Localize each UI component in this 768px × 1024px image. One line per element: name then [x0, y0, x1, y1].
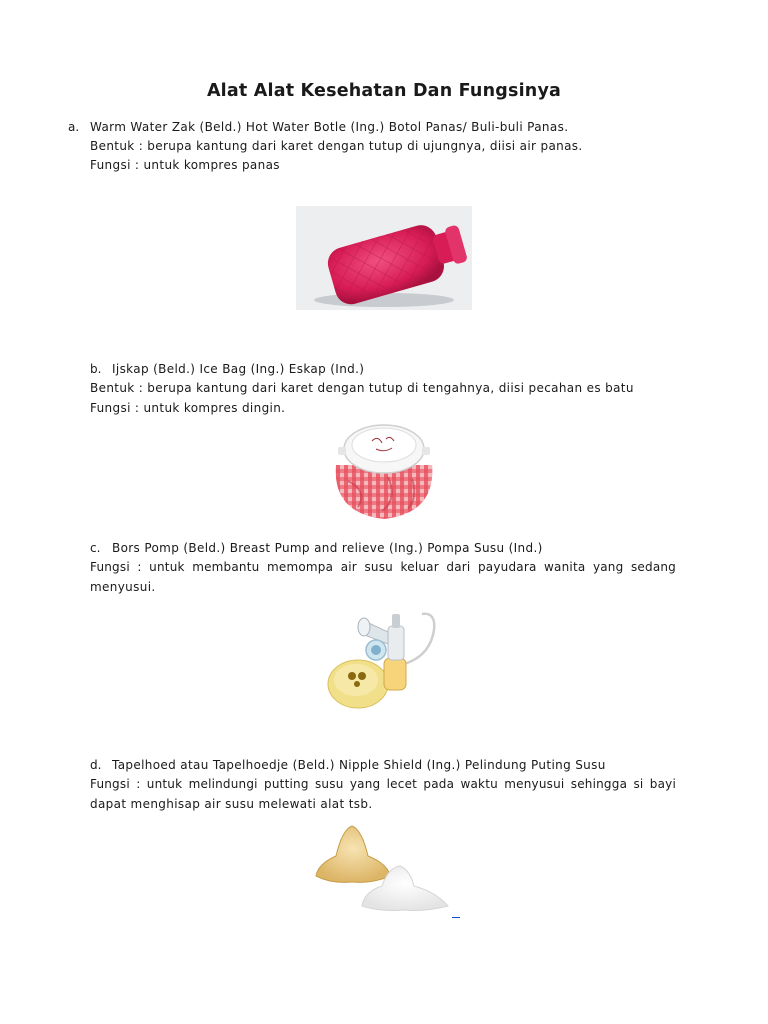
- document-title: Alat Alat Kesehatan Dan Fungsinya: [206, 81, 562, 101]
- item-d-heading: Tapelhoed atau Tapelhoedje (Beld.) Nipple Shield (Ing.) Pelindung Puting Susu: [112, 758, 606, 772]
- item-a-marker: a.: [68, 120, 80, 134]
- item-d-fungsi-line-2: dapat menghisap air susu melewati alat tsb.: [90, 797, 373, 811]
- item-a-bentuk: Bentuk : berupa kantung dari karet dengan tutup di ujungnya, diisi air panas.: [90, 139, 583, 153]
- item-c-heading: Bors Pomp (Beld.) Breast Pump and relieve (Ing.) Pompa Susu (Ind.): [112, 541, 543, 555]
- item-b-fungsi: Fungsi : untuk kompres dingin.: [90, 401, 286, 415]
- nipple-shield-image: [312, 820, 454, 914]
- item-b-marker: b.: [90, 362, 102, 376]
- hyperlink-underline[interactable]: [452, 905, 460, 918]
- item-a-fungsi: Fungsi : untuk kompres panas: [90, 158, 280, 172]
- item-c-fungsi-line-1: Fungsi : untuk membantu memompa air susu keluar dari payudara wanita yang sedang: [90, 560, 676, 574]
- item-d-fungsi-line-1: Fungsi : untuk melindungi putting susu yang lecet pada waktu menyusui sehingga si bayi: [90, 777, 676, 791]
- item-b-bentuk: Bentuk : berupa kantung dari karet dengan tutup di tengahnya, diisi pecahan es batu: [90, 381, 634, 395]
- ice-bag-image: [328, 421, 440, 521]
- item-a-heading: Warm Water Zak (Beld.) Hot Water Botle (Ing.) Botol Panas/ Buli-buli Panas.: [90, 120, 569, 134]
- hot-water-bottle-image: [296, 206, 472, 310]
- item-c-marker: c.: [90, 541, 101, 555]
- item-d-marker: d.: [90, 758, 102, 772]
- item-c-fungsi-line-2: menyusui.: [90, 580, 156, 594]
- breast-pump-image: [326, 606, 444, 710]
- item-b-heading: Ijskap (Beld.) Ice Bag (Ing.) Eskap (Ind.): [112, 362, 365, 376]
